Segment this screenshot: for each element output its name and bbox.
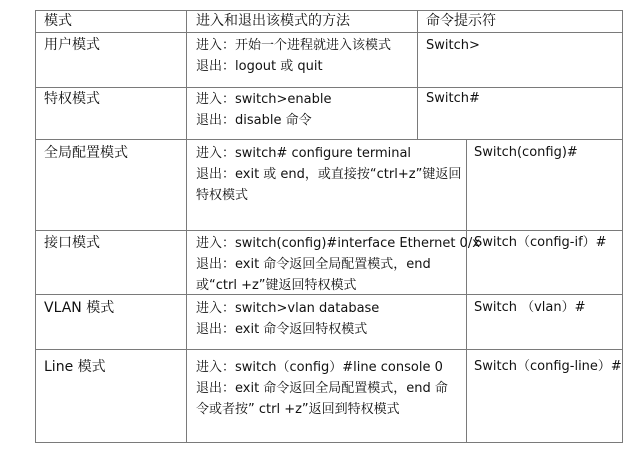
prompt-text: Switch(config)# [474, 145, 578, 160]
table-border-right [622, 10, 623, 443]
table-border-left [35, 10, 36, 443]
method-line: 进入：switch(config)#interface Ethernet 0/x [196, 236, 480, 251]
method-line: 退出：logout 或 quit [196, 59, 323, 74]
method-cell [196, 35, 391, 77]
method-line: 特权模式 [196, 188, 249, 203]
header-prompt: 命令提示符 [426, 13, 496, 29]
method-cell [196, 357, 448, 420]
method-line: 进入：开始一个进程就进入该模式 [196, 38, 392, 53]
mode-name: 接口模式 [44, 235, 100, 251]
method-line: 退出：exit 命令返回全局配置模式，end 命 [196, 381, 448, 396]
prompt-text: Switch# [426, 91, 480, 106]
mode-name: Line 模式 [44, 359, 106, 375]
method-line: 退出：disable 命令 [196, 113, 312, 128]
row-divider-3 [35, 139, 622, 140]
method-line: 退出：exit 或 end，或直接按“ctrl+z”键返回 [196, 167, 462, 182]
method-cell [196, 233, 480, 296]
method-line: 进入：switch>enable [196, 92, 332, 107]
column-divider-mode [186, 10, 187, 443]
table-border-bottom [35, 442, 622, 443]
method-line: 进入：switch>vlan database [196, 301, 380, 316]
row-divider-2 [35, 87, 622, 88]
method-line: 进入：switch# configure terminal [196, 146, 412, 161]
mode-name: 全局配置模式 [44, 145, 128, 161]
prompt-text: Switch （vlan）# [474, 300, 586, 315]
prompt-text: Switch> [426, 38, 480, 53]
row-divider-4 [35, 230, 622, 231]
header-mode: 模式 [44, 13, 72, 29]
prompt-text: Switch（config-if）# [474, 235, 607, 250]
method-cell [196, 298, 379, 340]
mode-name: 用户模式 [44, 37, 100, 53]
row-divider-6 [35, 349, 622, 350]
row-divider-1 [35, 32, 622, 33]
mode-name: VLAN 模式 [44, 300, 115, 316]
column-divider-prompt-top [417, 10, 418, 140]
method-line: 或“ctrl +z”键返回特权模式 [196, 278, 357, 293]
method-cell [196, 89, 331, 131]
method-line: 进入：switch（config）#line console 0 [196, 360, 443, 375]
method-cell [196, 143, 461, 206]
method-line: 退出：exit 命令返回特权模式 [196, 322, 368, 337]
method-line: 退出：exit 命令返回全局配置模式，end [196, 257, 431, 272]
method-line: 令或者按” ctrl +z”返回到特权模式 [196, 402, 400, 417]
prompt-text: Switch（config-line）# [474, 359, 622, 374]
mode-name: 特权模式 [44, 91, 100, 107]
header-method: 进入和退出该模式的方法 [196, 13, 350, 29]
